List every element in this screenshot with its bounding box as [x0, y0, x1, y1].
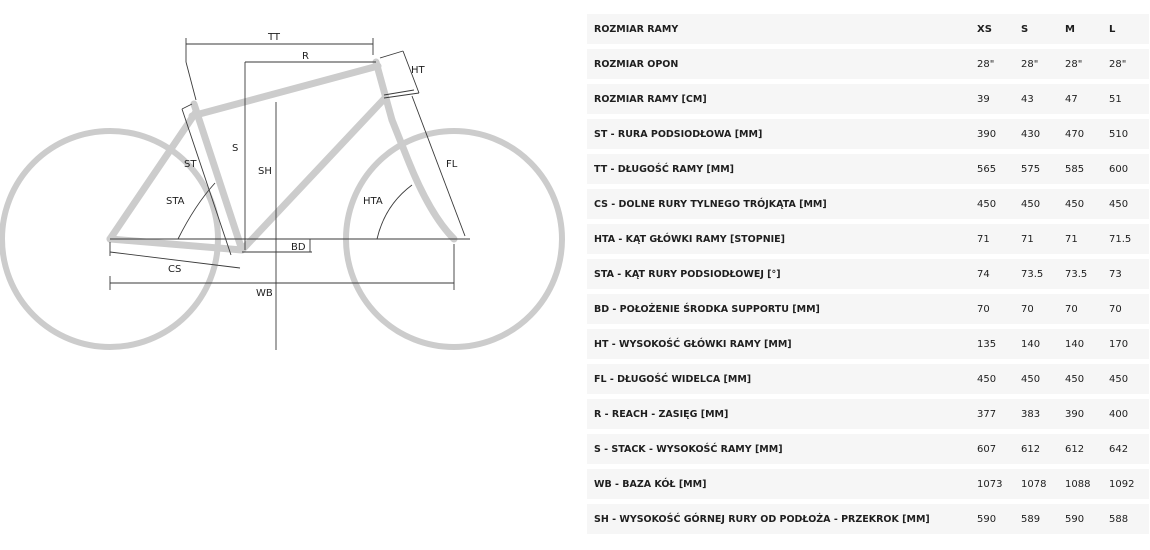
table-row [587, 49, 1149, 79]
table-row [587, 399, 1149, 429]
row-value: 1078 [1021, 469, 1065, 499]
row-value: 71 [1021, 224, 1065, 254]
row-value: 450 [1109, 364, 1149, 394]
table-row [587, 154, 1149, 184]
row-label: ROZMIAR RAMY [CM] [587, 84, 977, 114]
table-row [587, 364, 1149, 394]
row-label: BD - POŁOŻENIE ŚRODKA SUPPORTU [MM] [587, 294, 977, 324]
row-value: 70 [1065, 294, 1109, 324]
row-value: 1073 [977, 469, 1021, 499]
row-label: S - STACK - WYSOKOŚĆ RAMY [MM] [587, 434, 977, 464]
row-value: 28" [1109, 49, 1149, 79]
table-row [587, 189, 1149, 219]
row-value: 73.5 [1065, 259, 1109, 289]
header-size-l: L [1109, 14, 1149, 44]
row-label: TT - DŁUGOŚĆ RAMY [MM] [587, 154, 977, 184]
row-value: 612 [1065, 434, 1109, 464]
sh-label: SH [258, 166, 272, 177]
row-value: 450 [1065, 364, 1109, 394]
sta-label: STA [166, 196, 185, 207]
row-value: 73.5 [1021, 259, 1065, 289]
wb-label: WB [256, 288, 273, 299]
header-label: ROZMIAR RAMY [587, 14, 977, 44]
ht-label: HT [411, 65, 425, 76]
table-row [587, 504, 1149, 534]
st-label: ST [184, 159, 197, 170]
row-value: 589 [1021, 504, 1065, 534]
row-value: 70 [1109, 294, 1149, 324]
row-value: 1088 [1065, 469, 1109, 499]
head-tube [376, 62, 392, 120]
bike-frame [110, 62, 454, 250]
tt-label: TT [268, 32, 281, 43]
row-value: 28" [1065, 49, 1109, 79]
row-value: 450 [1021, 189, 1065, 219]
row-label: STA - KĄT RURY PODSIODŁOWEJ [°] [587, 259, 977, 289]
table-row [587, 469, 1149, 499]
table-row [587, 84, 1149, 114]
table-row [587, 119, 1149, 149]
table-header-row [587, 14, 1149, 44]
row-value: 135 [977, 329, 1021, 359]
row-value: 612 [1021, 434, 1065, 464]
geometry-table [587, 9, 1149, 539]
row-label: WB - BAZA KÓŁ [MM] [587, 469, 977, 499]
row-value: 71 [1065, 224, 1109, 254]
row-value: 607 [977, 434, 1021, 464]
table-row [587, 434, 1149, 464]
table-row [587, 224, 1149, 254]
table-row [587, 329, 1149, 359]
cs-label: CS [168, 264, 182, 275]
row-value: 43 [1021, 84, 1065, 114]
row-label: HTA - KĄT GŁÓWKI RAMY [STOPNIE] [587, 224, 977, 254]
chain-stay [110, 239, 242, 250]
row-value: 1092 [1109, 469, 1149, 499]
row-value: 450 [1021, 364, 1065, 394]
row-value: 588 [1109, 504, 1149, 534]
row-value: 450 [977, 364, 1021, 394]
row-value: 585 [1065, 154, 1109, 184]
geometry-table-body [587, 14, 1149, 534]
row-label: SH - WYSOKOŚĆ GÓRNEJ RURY OD PODŁOŻA - PRZEKROK [MM] [587, 504, 977, 534]
row-value: 390 [977, 119, 1021, 149]
row-value: 51 [1109, 84, 1149, 114]
row-value: 28" [977, 49, 1021, 79]
row-value: 73 [1109, 259, 1149, 289]
row-value: 140 [1065, 329, 1109, 359]
row-value: 565 [977, 154, 1021, 184]
table-row [587, 294, 1149, 324]
row-label: ROZMIAR OPON [587, 49, 977, 79]
row-value: 74 [977, 259, 1021, 289]
row-value: 377 [977, 399, 1021, 429]
row-value: 140 [1021, 329, 1065, 359]
table-row [587, 259, 1149, 289]
row-value: 71 [977, 224, 1021, 254]
row-value: 383 [1021, 399, 1065, 429]
row-value: 450 [977, 189, 1021, 219]
row-value: 470 [1065, 119, 1109, 149]
row-value: 390 [1065, 399, 1109, 429]
row-value: 170 [1109, 329, 1149, 359]
row-label: FL - DŁUGOŚĆ WIDELCA [MM] [587, 364, 977, 394]
row-value: 71.5 [1109, 224, 1149, 254]
row-value: 575 [1021, 154, 1065, 184]
r-label: R [302, 51, 309, 62]
row-value: 400 [1109, 399, 1149, 429]
row-value: 450 [1065, 189, 1109, 219]
header-size-s: S [1021, 14, 1065, 44]
row-value: 28" [1021, 49, 1065, 79]
row-value: 600 [1109, 154, 1149, 184]
row-value: 70 [977, 294, 1021, 324]
s-label: S [232, 143, 239, 154]
row-value: 47 [1065, 84, 1109, 114]
row-label: CS - DOLNE RURY TYLNEGO TRÓJKĄTA [MM] [587, 189, 977, 219]
hta-label: HTA [363, 196, 383, 207]
header-size-xs: XS [977, 14, 1021, 44]
row-value: 450 [1109, 189, 1149, 219]
row-value: 590 [977, 504, 1021, 534]
bd-label: BD [291, 242, 306, 253]
bike-geometry-diagram [0, 0, 575, 380]
row-value: 510 [1109, 119, 1149, 149]
row-label: ST - RURA PODSIODŁOWA [MM] [587, 119, 977, 149]
row-value: 642 [1109, 434, 1149, 464]
row-value: 39 [977, 84, 1021, 114]
row-value: 590 [1065, 504, 1109, 534]
top-tube [192, 66, 378, 116]
row-value: 430 [1021, 119, 1065, 149]
row-label: R - REACH - ZASIĘG [MM] [587, 399, 977, 429]
fl-label: FL [446, 159, 458, 170]
header-size-m: M [1065, 14, 1109, 44]
row-label: HT - WYSOKOŚĆ GŁÓWKI RAMY [MM] [587, 329, 977, 359]
row-value: 70 [1021, 294, 1065, 324]
